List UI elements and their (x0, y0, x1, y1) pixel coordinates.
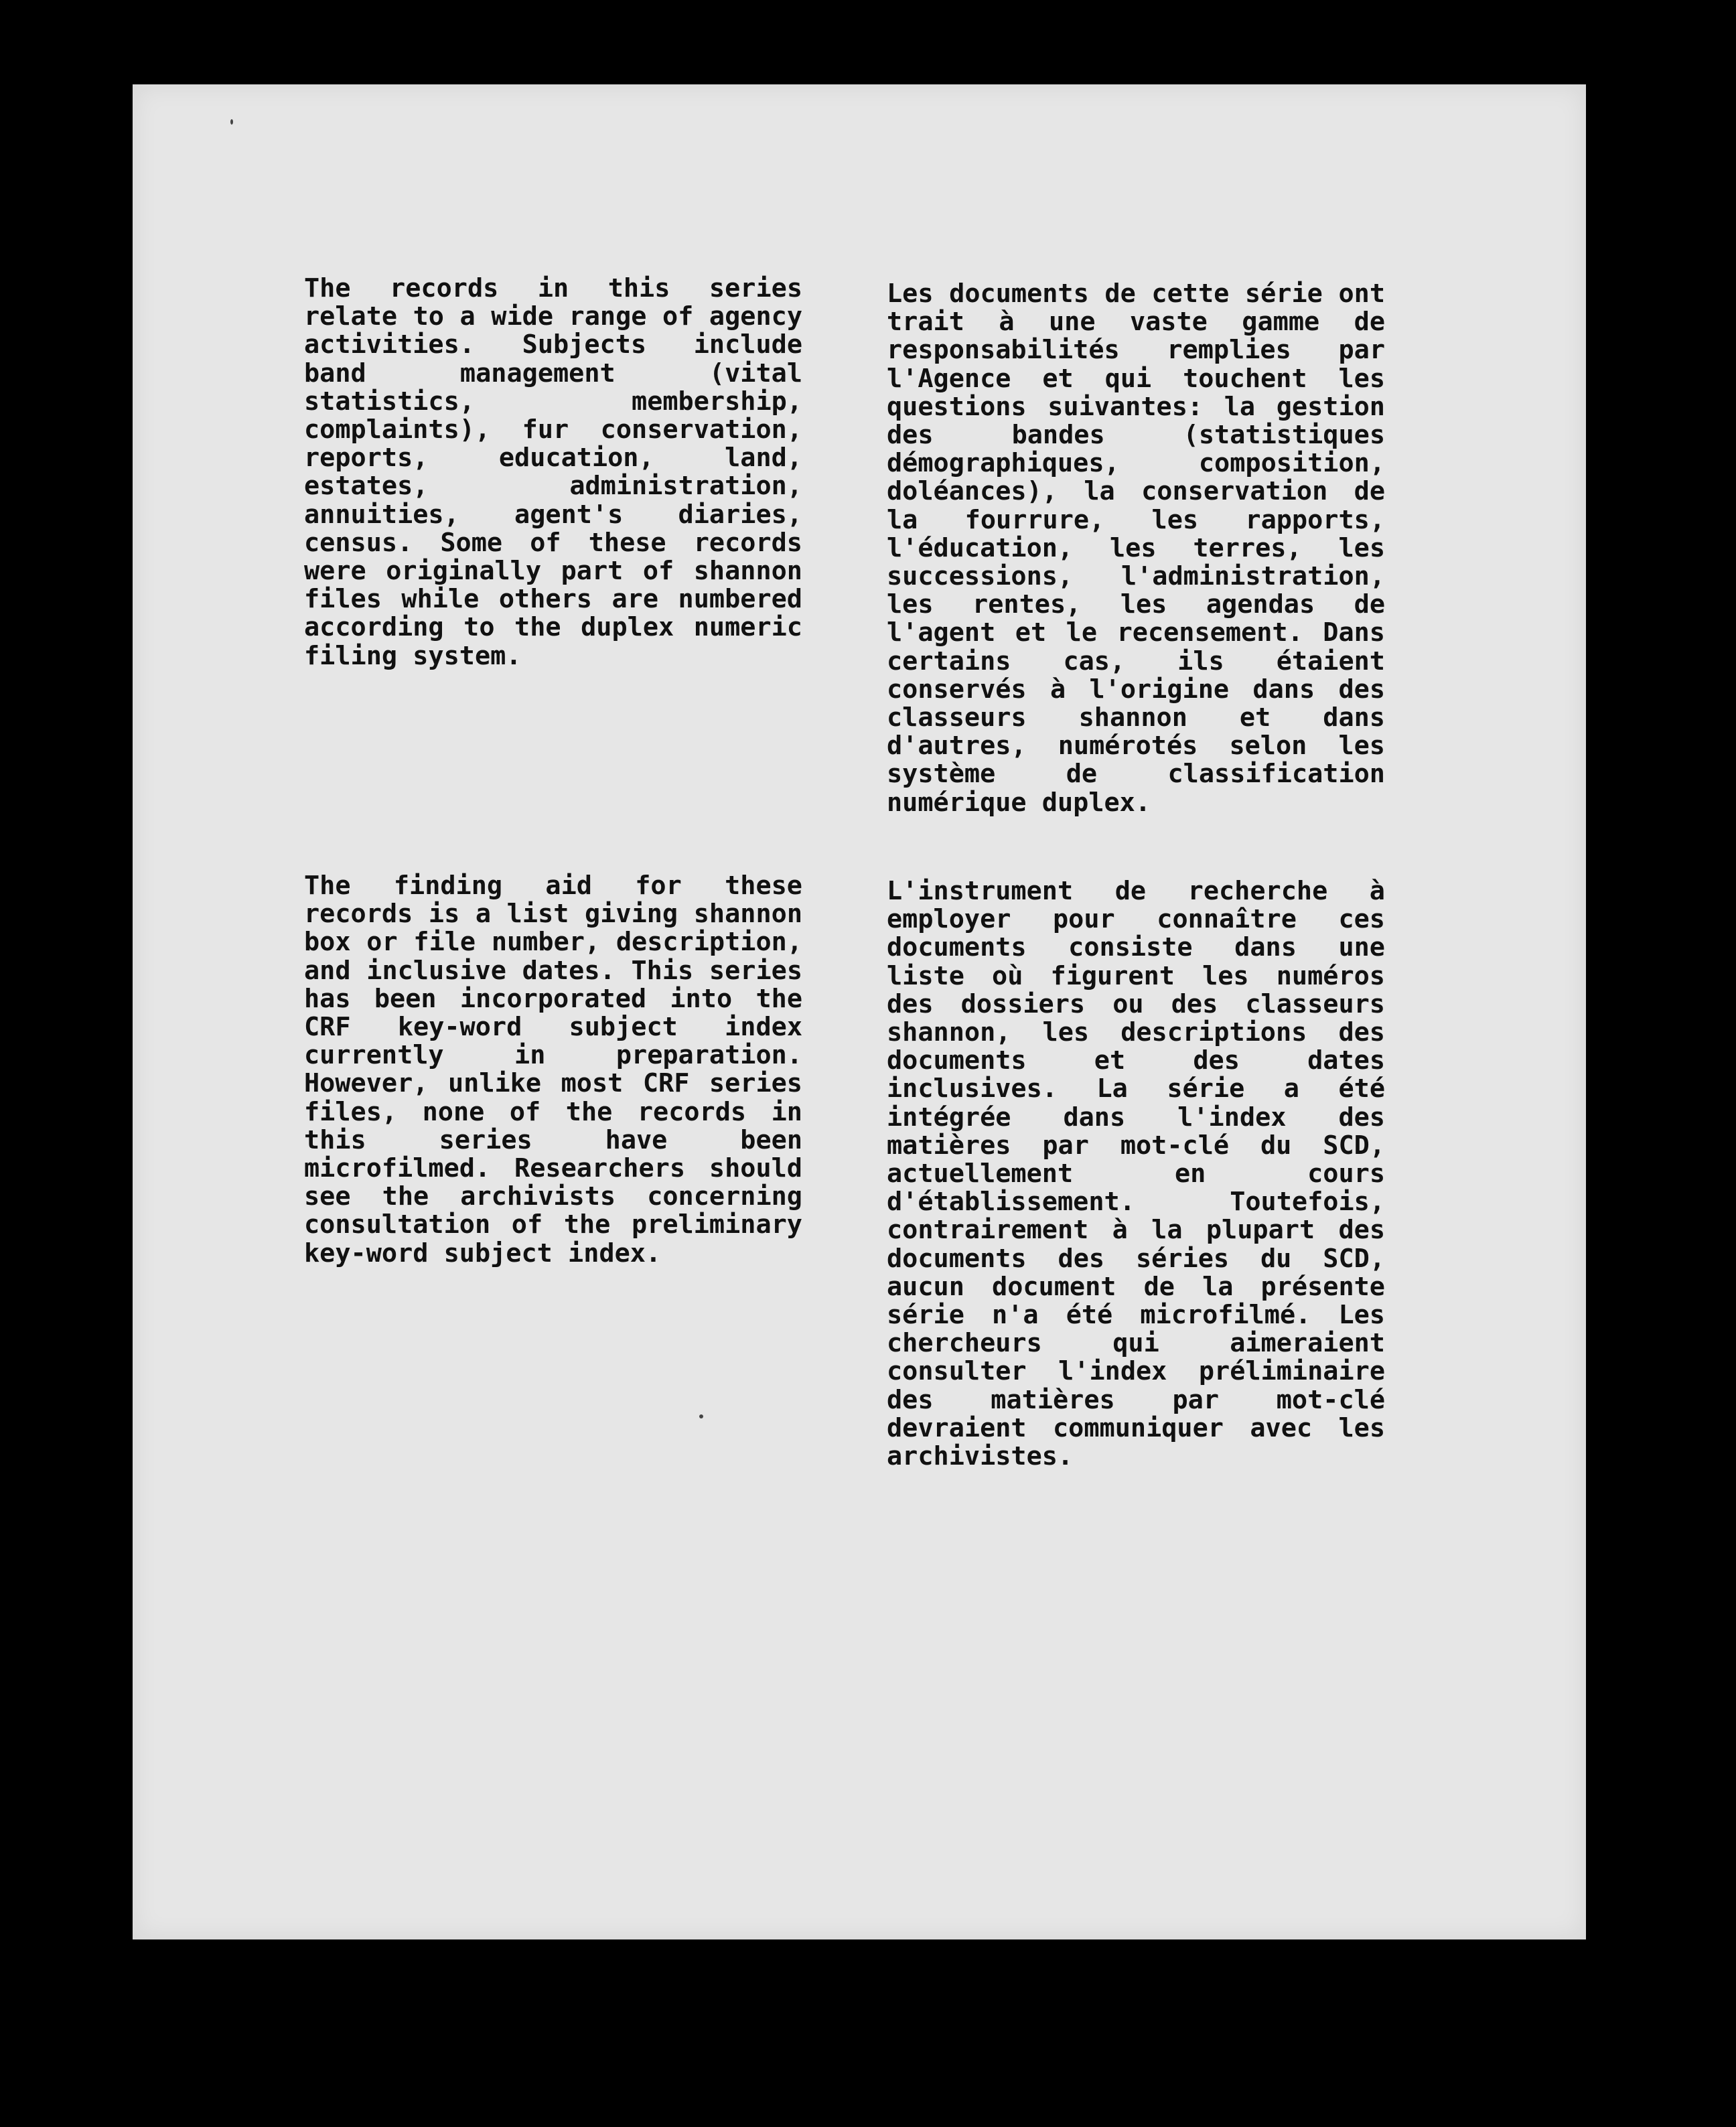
french-paragraph-finding-aid: L'instrument de recherche à employer pour connaître ces documents consiste dans une liste où figurent les numéros des dossiers ou des classeurs shannon, les descriptions des documents et des dates inclusives. La série a été intégrée dans l'index des matières par mot-clé du SCD, actuellement en cours d'établissement. Toutefois, contrairement à la plupart des documents des séries du SCD, aucun document de la présente série n'a été microfilmé. Les chercheurs qui aimeraient consulter l'index préliminaire des matières par mot-clé devraient communiquer avec les archivistes. (887, 876, 1385, 1472)
english-paragraph-records: The records in this series relate to a wide range of agency activities. Subjects include band management (vital statistics, membership, complaints), fur conservation, reports, education, land, estates, administration, annuities, agent's diaries, census. Some of these records were originally part of shannon files while others are numbered according to the duplex numeric filing system. (304, 273, 802, 671)
english-column-bottom (304, 872, 802, 1268)
french-column-bottom (887, 877, 1385, 1471)
french-paragraph-records: Les documents de cette série ont trait à une vaste gamme de responsabilités remplies par l'Agence et qui touchent les questions suivantes: la gestion des bandes (statistiques démographiques, composition, doléances), la conservation de la fourrure, les rapports, l'éducation, les terres, les successions, l'administration, les rentes, les agendas de l'agent et le recensement. Dans certains cas, ils étaient conservés à l'origine dans des classeurs shannon et dans d'autres, numérotés selon les système de classification numérique duplex. (887, 279, 1385, 818)
french-column-top (887, 280, 1385, 817)
english-column-top (304, 275, 802, 670)
speck (230, 119, 233, 125)
english-paragraph-finding-aid: The finding aid for these records is a list giving shannon box or file number, description, and inclusive dates. This series has been incorporated into the CRF key-word subject index currently in preparation. However, unlike most CRF series files, none of the records in this series have been microfilmed. Researchers should see the archivists concerning consultation of the preliminary key-word subject index. (304, 871, 802, 1268)
speck (699, 1414, 703, 1418)
document-page (133, 84, 1586, 1939)
